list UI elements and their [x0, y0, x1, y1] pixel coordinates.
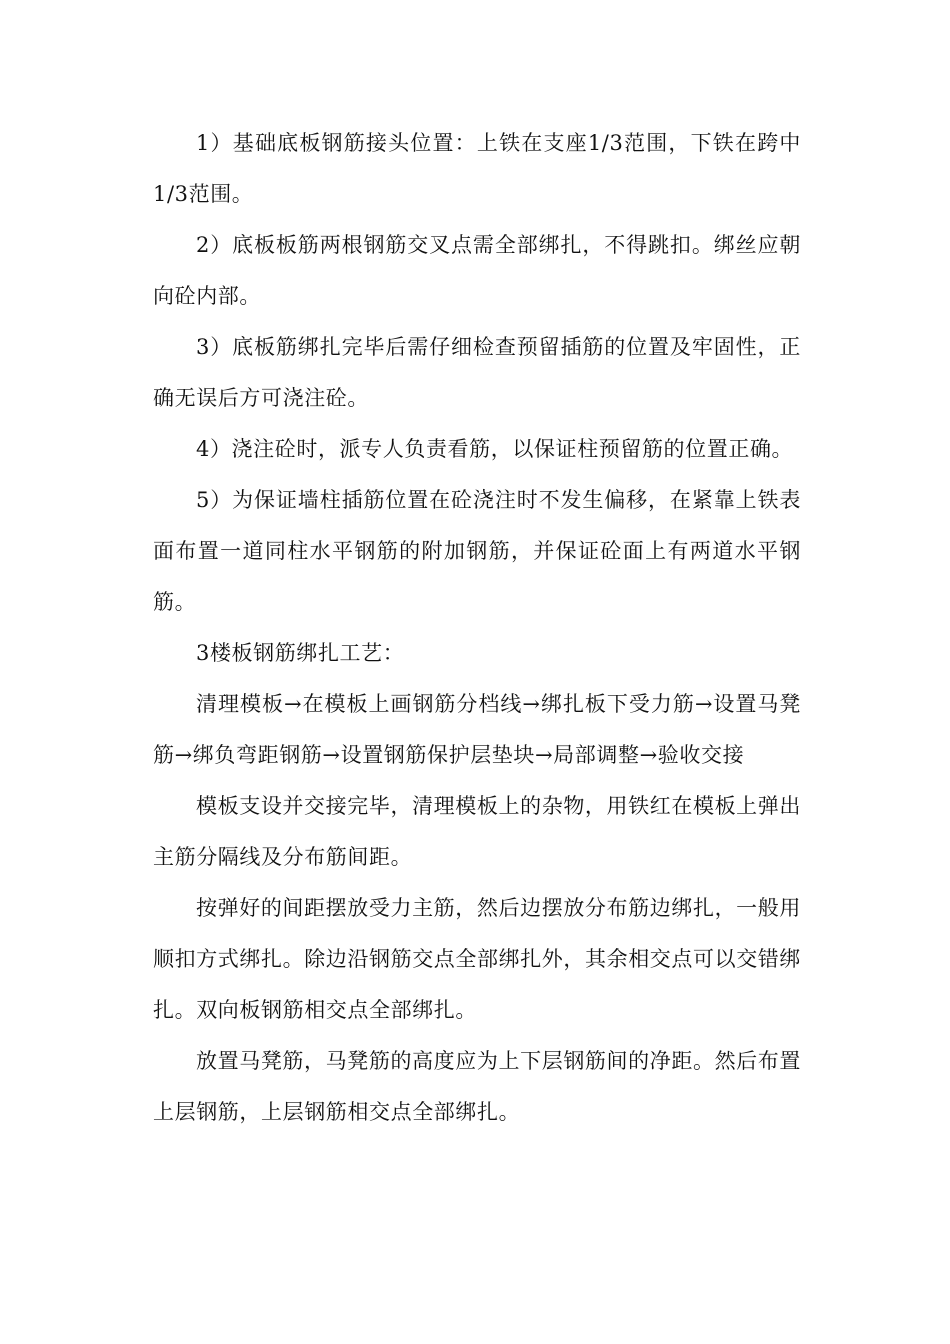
document-body — [153, 118, 801, 1138]
paragraph-1: 1）基础底板钢筋接头位置：上铁在支座1/3范围，下铁在跨中1/3范围。 — [153, 131, 801, 206]
paragraph-8: 放置马凳筋，马凳筋的高度应为上下层钢筋间的净距。然后布置上层钢筋，上层钢筋相交点全部绑扎。 — [153, 1049, 801, 1124]
paragraph-6: 模板支设并交接完毕，清理模板上的杂物，用铁红在模板上弹出主筋分隔线及分布筋间距。 — [153, 794, 801, 869]
section-heading: 3楼板钢筋绑扎工艺： — [196, 641, 405, 665]
process-flow: 清理模板→在模板上画钢筋分档线→绑扎板下受力筋→设置马凳筋→绑负弯距钢筋→设置钢筋保护层垫块→局部调整→验收交接 — [153, 692, 801, 767]
paragraph-3: 3）底板筋绑扎完毕后需仔细检查预留插筋的位置及牢固性，正确无误后方可浇注砼。 — [153, 335, 801, 410]
paragraph-4: 4）浇注砼时，派专人负责看筋，以保证柱预留筋的位置正确。 — [196, 437, 794, 461]
paragraph-5: 5）为保证墙柱插筋位置在砼浇注时不发生偏移，在紧靠上铁表面布置一道同柱水平钢筋的附加钢筋，并保证砼面上有两道水平钢筋。 — [153, 488, 801, 614]
paragraph-2: 2）底板板筋两根钢筋交叉点需全部绑扎，不得跳扣。绑丝应朝向砼内部。 — [153, 233, 801, 308]
paragraph-7: 按弹好的间距摆放受力主筋，然后边摆放分布筋边绑扎，一般用顺扣方式绑扎。除边沿钢筋交点全部绑扎外，其余相交点可以交错绑扎。双向板钢筋相交点全部绑扎。 — [153, 896, 801, 1022]
